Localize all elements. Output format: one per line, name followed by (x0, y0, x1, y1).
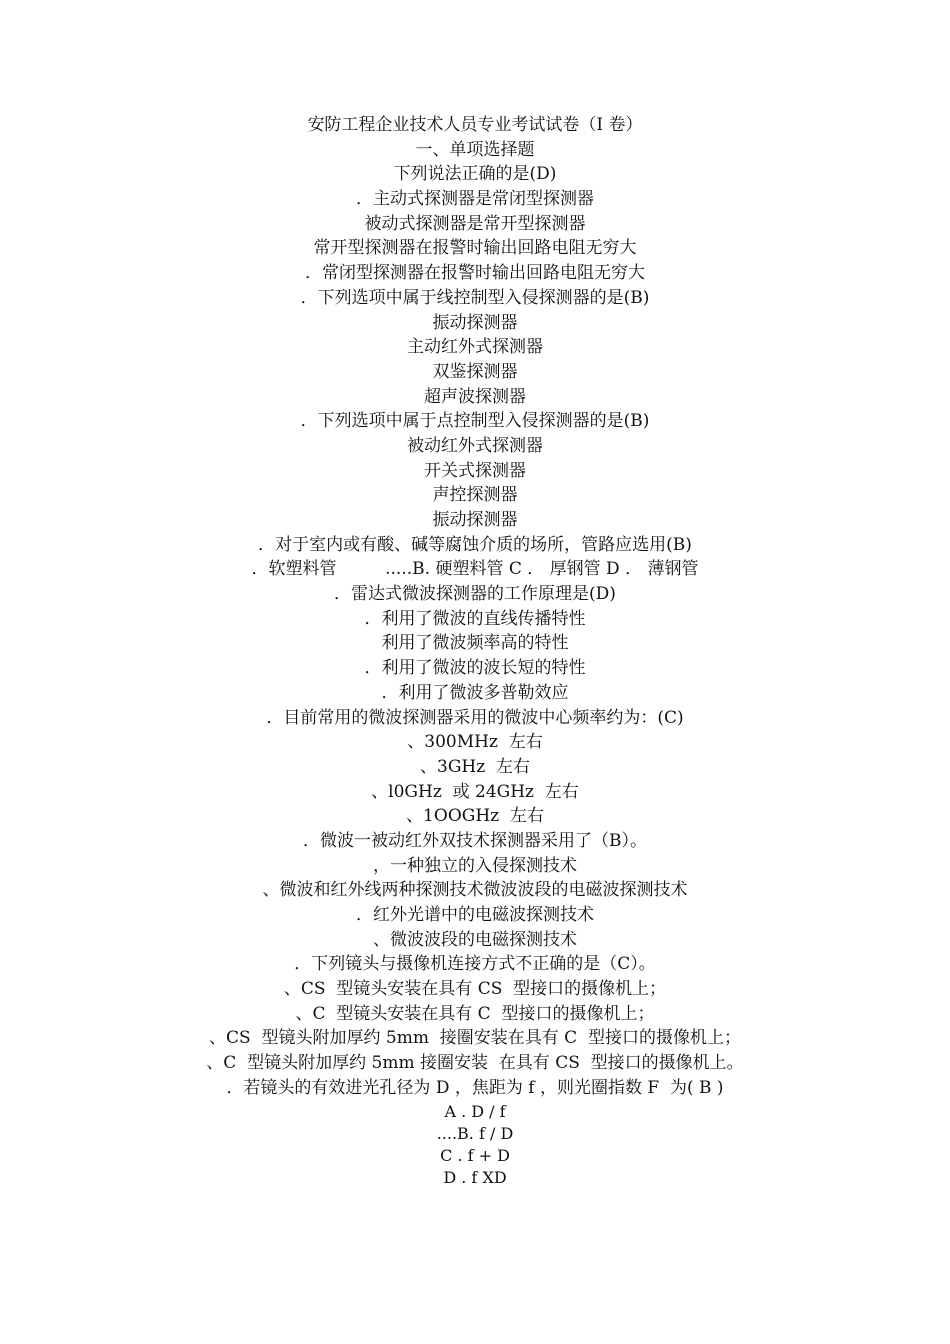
question-9: ．若镜头的有效进光孔径为 D ，焦距为 f ，则光圈指数 F 为( B ) (226, 1077, 724, 1098)
option-line: C . f + D (440, 1145, 510, 1165)
option-line: ．利用了微波多普勒效应 (381, 682, 569, 703)
option-line: 常开型探测器在报警时输出回路电阻无穷大 (313, 238, 637, 259)
option-line: ．利用了微波的波长短的特性 (364, 658, 586, 679)
option-line: ．红外光谱中的电磁波探测技术 (356, 905, 594, 925)
section-heading: 一、单项选择题 (415, 139, 535, 160)
option-line: 振动探测器 (432, 510, 518, 530)
option-line: 、C 型镜头安装在具有 C 型接口的摄像机上； (295, 1003, 655, 1024)
option-line: 利用了微波频率高的特性 (381, 633, 569, 654)
option-line: 、l0GHz 或 24GHz 左右 (371, 781, 579, 802)
exam-document (150, 113, 800, 1189)
option-line: 被动式探测器是常开型探测器 (364, 213, 586, 234)
option-line: A . D / f (444, 1101, 506, 1121)
option-line: 振动探测器 (432, 312, 518, 333)
question-2: ．下列选项中属于线控制型入侵探测器的是(B) (300, 287, 650, 308)
question-3: ．下列选项中属于点控制型入侵探测器的是(B) (300, 411, 650, 432)
option-line: 、1OOGHz 左右 (406, 806, 544, 827)
exam-title: 安防工程企业技术人员专业考试试卷（I 卷） (307, 115, 643, 135)
question-4: ．对于室内或有酸、碱等腐蚀介质的场所，管路应选用(B) (258, 534, 692, 555)
option-line: ，一种独立的入侵探测技术 (373, 855, 577, 876)
option-line: ....B. f / D (436, 1123, 514, 1143)
option-line: 、微波波段的电磁探测技术 (373, 929, 577, 950)
option-line: 超声波探测器 (424, 386, 526, 407)
option-line: 开关式探测器 (424, 460, 526, 481)
option-line: 双鉴探测器 (432, 361, 518, 382)
option-line: 、CS 型镜头附加厚约 5mm 接圈安装在具有 C 型接口的摄像机上； (209, 1028, 741, 1049)
question-5: ．雷达式微波探测器的工作原理是(D) (334, 584, 616, 605)
option-line: 、微波和红外线两种探测技术微波波段的电磁波探测技术 (262, 880, 688, 901)
option-line: ．软塑料管 .....B. 硬塑料管 C ． 厚钢管 D ． 薄钢管 (251, 559, 699, 580)
option-line: 声控探测器 (432, 485, 518, 506)
option-line: 主动红外式探测器 (407, 337, 543, 358)
question-6: ．目前常用的微波探测器采用的微波中心频率约为：(C) (266, 707, 684, 728)
option-line: 、300MHz 左右 (407, 732, 543, 753)
option-line: ．利用了微波的直线传播特性 (364, 608, 586, 629)
option-line: 被动红外式探测器 (407, 435, 543, 456)
option-line: ．常闭型探测器在报警时输出回路电阻无穷大 (305, 263, 645, 284)
option-line: ．主动式探测器是常闭型探测器 (356, 189, 594, 210)
question-1: 下列说法正确的是(D) (393, 164, 557, 185)
option-line: 、CS 型镜头安装在具有 CS 型接口的摄像机上； (283, 979, 667, 1000)
option-line: D . f XD (443, 1167, 507, 1187)
question-8: ．下列镜头与摄像机连接方式不正确的是（C）。 (294, 954, 656, 975)
option-line: 、3GHz 左右 (420, 756, 530, 777)
option-line: 、C 型镜头附加厚约 5mm 接圈安装 在具有 CS 型接口的摄像机上。 (206, 1053, 744, 1074)
question-7: ．微波一被动红外双技术探测器采用了（B）。 (303, 830, 647, 851)
